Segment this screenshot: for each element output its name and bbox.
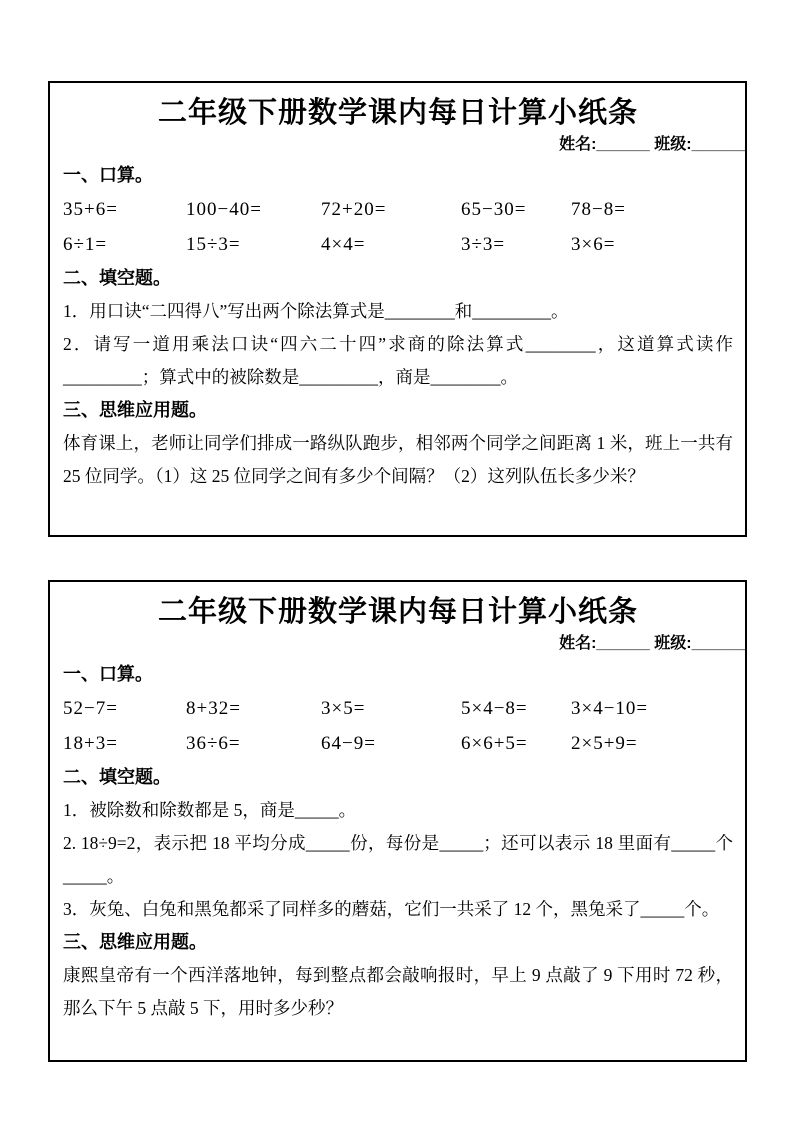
word-problem: 康熙皇帝有一个西洋落地钟，每到整点都会敲响报时，早上 9 点敲了 9 下用时 72 秒，那么下午 5 点敲 5 下，用时多少秒？ (63, 965, 733, 1018)
oral-expression: 18+3= (63, 733, 118, 754)
section-heading-oral: 一、口算。 (63, 165, 153, 185)
name-label: 姓名: (559, 136, 597, 153)
name-label: 姓名: (559, 635, 597, 652)
oral-calculation-grid (63, 192, 733, 262)
oral-expression: 3×6= (571, 234, 616, 255)
oral-expression: 4×4= (321, 234, 366, 255)
student-info-line (63, 131, 745, 159)
oral-expression: 78−8= (571, 199, 626, 220)
fill-item: 2. 18÷9=2，表示把 18 平均分成_____份，每份是_____；还可以表示 18 里面有_____个_____。 (63, 833, 733, 886)
oral-expression: 15÷3= (186, 234, 241, 255)
fill-item: 1．被除数和除数都是 5，商是_____。 (63, 800, 357, 820)
fill-item: 3．灰兔、白兔和黑兔都采了同样多的蘑菇，它们一共采了 12 个，黑兔采了_____个。 (63, 899, 720, 919)
class-blank: ______ (691, 635, 745, 652)
oral-expression: 2×5+9= (571, 733, 638, 754)
oral-expression: 100−40= (186, 199, 262, 220)
worksheet-title: 二年级下册数学课内每日计算小纸条 (157, 596, 638, 628)
oral-expression: 6×6+5= (461, 733, 528, 754)
oral-expression: 64−9= (321, 733, 376, 754)
oral-calculation-grid (63, 691, 733, 761)
oral-expression: 6÷1= (63, 234, 108, 255)
worksheet-title: 二年级下册数学课内每日计算小纸条 (157, 97, 638, 129)
worksheet-card-1 (48, 81, 747, 537)
fill-item: 1．用口诀“二四得八”写出两个除法算式是________和_________。 (63, 301, 569, 321)
section-heading-fill: 二、填空题。 (63, 767, 171, 787)
student-info-line (63, 630, 745, 658)
oral-expression: 3÷3= (461, 234, 506, 255)
worksheet-card-2 (48, 580, 747, 1062)
class-blank: ______ (691, 136, 745, 153)
oral-expression: 65−30= (461, 199, 527, 220)
fill-item: 2．请写一道用乘法口诀“四六二十四”求商的除法算式________，这道算式读作_________；算式中的被除数是_________，商是________。 (63, 334, 733, 387)
section-heading-fill: 二、填空题。 (63, 268, 171, 288)
section-heading-word: 三、思维应用题。 (63, 400, 207, 420)
oral-expression: 35+6= (63, 199, 118, 220)
oral-expression: 3×4−10= (571, 698, 649, 719)
section-heading-word: 三、思维应用题。 (63, 932, 207, 952)
word-problem: 体育课上，老师让同学们排成一路纵队跑步，相邻两个同学之间距离 1 米，班上一共有 25 位同学。（1）这 25 位同学之间有多少个间隔？（2）这列队伍长多少米？ (63, 433, 733, 486)
class-label: 班级: (654, 136, 692, 153)
oral-expression: 8+32= (186, 698, 241, 719)
oral-expression: 52−7= (63, 698, 118, 719)
name-blank: ______ (596, 635, 650, 652)
oral-expression: 72+20= (321, 199, 387, 220)
section-heading-oral: 一、口算。 (63, 664, 153, 684)
class-label: 班级: (654, 635, 692, 652)
oral-expression: 5×4−8= (461, 698, 528, 719)
oral-expression: 3×5= (321, 698, 366, 719)
oral-expression: 36÷6= (186, 733, 241, 754)
name-blank: ______ (596, 136, 650, 153)
